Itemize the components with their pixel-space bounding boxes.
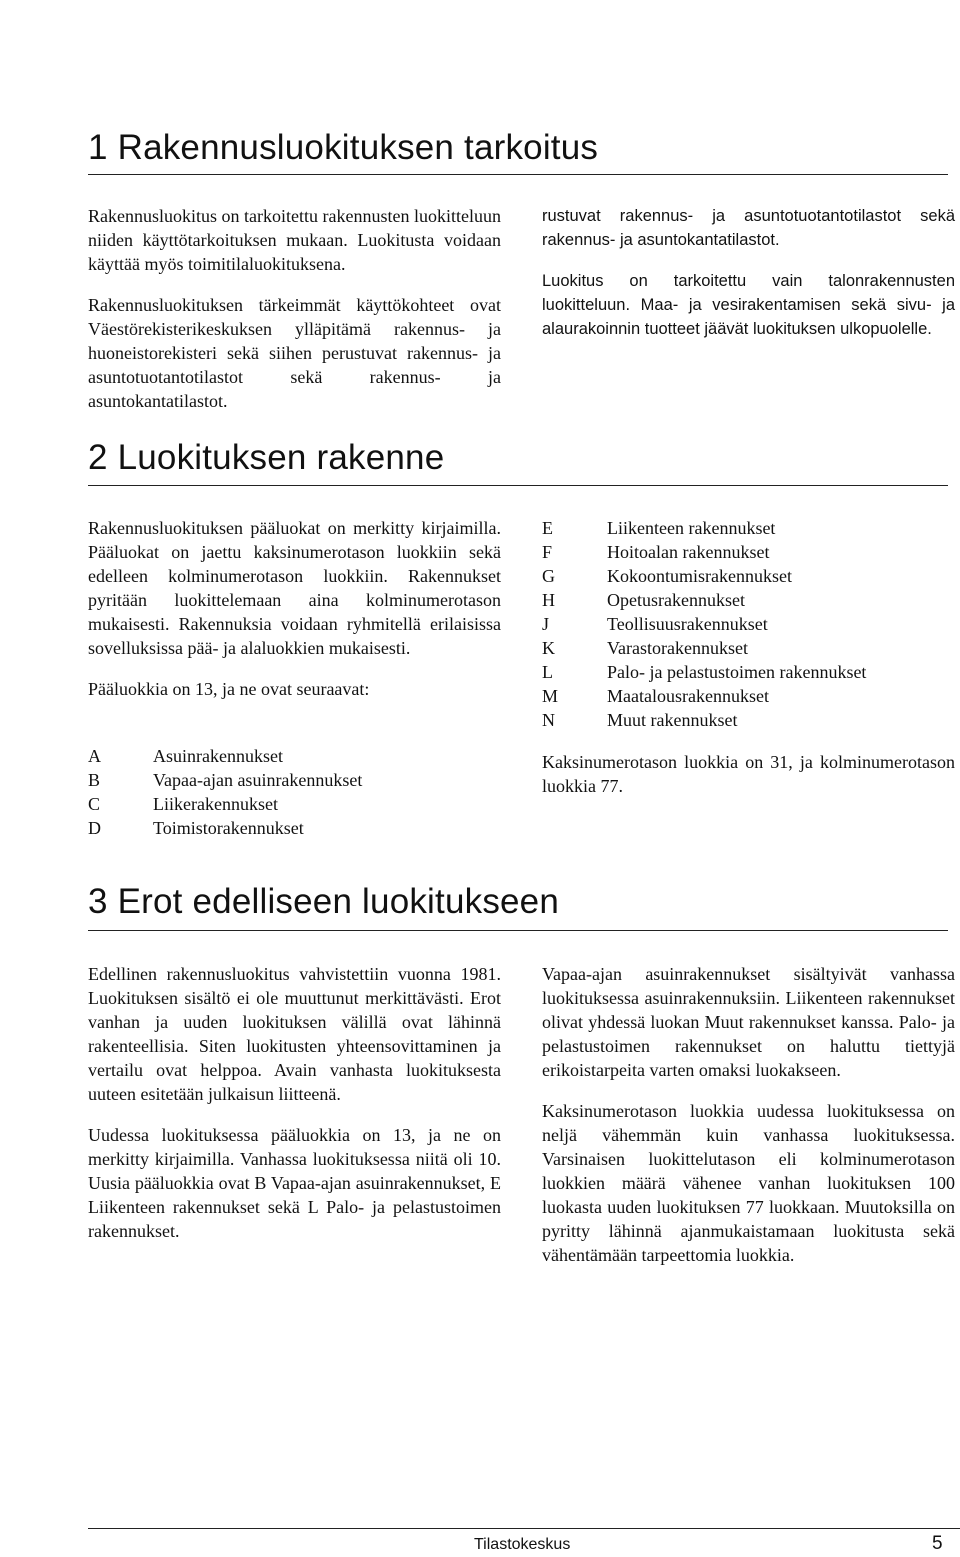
class-code: K (542, 638, 555, 658)
class-name: Liikerakennukset (153, 794, 278, 814)
page-number: 5 (932, 1533, 943, 1554)
class-name: Toimistorakennukset (153, 818, 304, 838)
section-3-paragraph-4: Kaksinumerotason luokkia uudessa luokituksessa on neljä vähemmän kuin vanhassa luokituksessa. Varsinaisen luokittelutason eli kolminumerotason luokkien määrä vähenee vanhan luokituksen 100 luokasta uuden luokituksen 77 luokkaan. Muutoksilla on pyritty lähinnä ajanmukaistamaan luokitusta sekä vähentämään tarpeettomia luokkia. (542, 1101, 955, 1265)
section-2-left-column (88, 516, 501, 718)
class-name: Vapaa-ajan asuinrakennukset (153, 770, 363, 790)
class-row-k (542, 636, 866, 660)
class-row-b (88, 768, 362, 792)
class-row-l (542, 660, 866, 684)
class-name: Teollisuusrakennukset (607, 614, 768, 634)
section-3-rule (88, 930, 948, 931)
section-2-summary-column (542, 750, 955, 815)
class-code: B (88, 770, 101, 790)
class-row-n (542, 708, 866, 732)
main-class-list-right (542, 516, 866, 732)
class-name: Hoitoalan rakennukset (607, 542, 770, 562)
class-row-a (88, 744, 362, 768)
class-row-h (542, 588, 866, 612)
class-code: H (542, 590, 555, 610)
class-row-m (542, 684, 866, 708)
class-name: Opetusrakennukset (607, 590, 745, 610)
section-2-count-text: Pääluokkia on 13, ja ne ovat seuraavat: (88, 679, 370, 699)
section-1-right-column (542, 204, 955, 358)
class-code: G (542, 566, 555, 586)
class-code: L (542, 662, 553, 682)
section-3-left-column (88, 962, 501, 1260)
class-row-j (542, 612, 866, 636)
class-code: E (542, 518, 553, 538)
class-code: A (88, 746, 101, 766)
section-3-title: 3 Erot edelliseen luokitukseen (88, 882, 560, 921)
class-code: D (88, 818, 101, 838)
class-row-d (88, 816, 362, 840)
section-1-paragraph-2: Rakennusluokituksen tärkeimmät käyttökohteet ovat Väestörekisterikeskuksen ylläpitämä rakennus- ja huoneistorekisteri sekä siihen perustuvat rakennus- ja asuntotuotantotilastot sekä rakennus- ja asuntokantatilastot. (88, 295, 501, 411)
section-1-title: 1 Rakennusluokituksen tarkoitus (88, 128, 599, 167)
section-1-paragraph-3: Luokitus on tarkoitettu vain talonrakennusten luokitteluun. Maa- ja vesirakentamisen sekä sivu- ja alaurakoinnin tuotteet jäävät luokituksen ulkopuolelle. (542, 272, 955, 338)
class-code: N (542, 710, 555, 730)
class-code: M (542, 686, 559, 706)
class-name: Kokoontumisrakennukset (607, 566, 792, 586)
class-row-f (542, 540, 866, 564)
class-name: Varastorakennukset (607, 638, 748, 658)
class-row-g (542, 564, 866, 588)
class-row-e (542, 516, 866, 540)
section-3-paragraph-2: Uudessa luokituksessa pääluokkia on 13, ja ne on merkitty kirjaimilla. Vanhassa luokituksessa niitä oli 10. Uusia pääluokkia ovat B Vapaa-ajan asuinrakennukset, E Liikenteen rakennukset sekä L Palo- ja pelastustoimen rakennukset. (88, 1125, 501, 1241)
section-3-paragraph-1: Edellinen rakennusluokitus vahvistettiin vuonna 1981. Luokituksen sisältö ei ole muuttunut merkittävästi. Erot vanhan ja uuden luokituksen välillä ovat lähinnä rakenteellisia. Siten luokitusten yhteensovittaminen ja vertailu ovat helppoa. Avain vanhasta luokituksesta uuteen esitetään julkaisun liitteenä. (88, 964, 501, 1104)
class-code: F (542, 542, 553, 562)
section-2-summary: Kaksinumerotason luokkia on 31, ja kolminumerotason luokkia 77. (542, 752, 955, 796)
section-1-right-continuation: rustuvat rakennus- ja asuntotuotantotilastot sekä rakennus- ja asuntokantatilastot. (542, 207, 955, 249)
class-name: Palo- ja pelastustoimen rakennukset (607, 662, 867, 682)
section-2-title: 2 Luokituksen rakenne (88, 438, 445, 477)
section-3-right-column (542, 962, 955, 1284)
class-name: Liikenteen rakennukset (607, 518, 776, 538)
main-class-list-left (88, 744, 362, 840)
section-1-paragraph-1: Rakennusluokitus on tarkoitettu rakennusten luokitteluun niiden käyttötarkoituksen mukaan. Luokitusta voidaan käyttää myös toimitilaluokituksena. (88, 206, 501, 274)
section-1-left-column (88, 204, 501, 411)
class-name: Asuinrakennukset (153, 746, 283, 766)
section-1-rule (88, 174, 948, 175)
section-2-intro: Rakennusluokituksen pääluokat on merkitty kirjaimilla. Pääluokat on jaettu kaksinumerotason luokkiin sekä edelleen kolminumerotason luokkiin. Rakennukset pyritään luokittelemaan aina kolminumerotason mukaisesti. Rakennuksia voidaan ryhmitellä erilaisissa sovelluksissa pää- ja alaluokkien mukaisesti. (88, 518, 501, 658)
section-2-rule (88, 485, 948, 486)
class-code: C (88, 794, 101, 814)
footer-publisher: Tilastokeskus (474, 1536, 571, 1553)
class-name: Maatalousrakennukset (607, 686, 769, 706)
class-code: J (542, 614, 550, 634)
class-name: Muut rakennukset (607, 710, 738, 730)
footer-rule (88, 1528, 960, 1529)
section-3-paragraph-3: Vapaa-ajan asuinrakennukset sisältyivät vanhassa luokituksessa asuinrakennuksiin. Liikenteen rakennukset olivat yhdessä luokan Muut rakennukset kanssa. Palo- ja pelastustoimen rakennukset on haluttu tiettyjä erikoistarpeita varten omaksi luokakseen. (542, 964, 955, 1080)
class-row-c (88, 792, 362, 816)
